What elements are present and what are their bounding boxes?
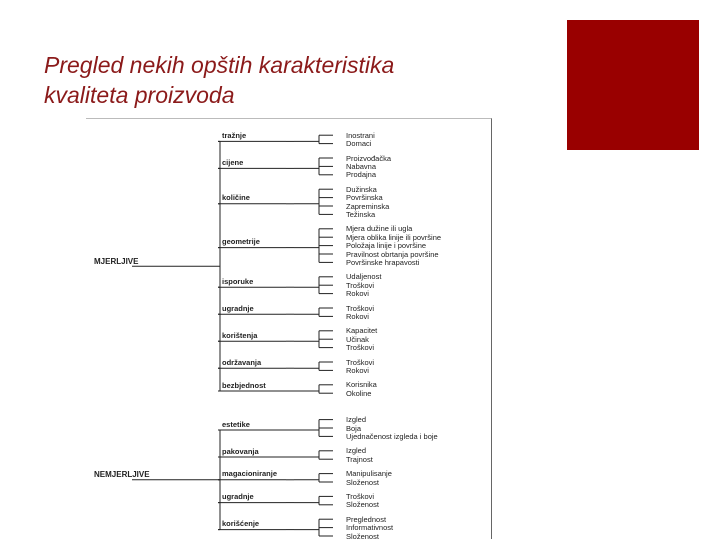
leaf-item: Položaja linije i površine (346, 241, 427, 251)
leaf-item: Boja (346, 423, 362, 433)
leaf-item: Korisnika (346, 380, 377, 390)
leaf-item: Kapacitet (346, 326, 378, 336)
root-label: MJERLJIVE (94, 256, 139, 266)
leaf-item: Mjera oblika linije ili površine (346, 232, 442, 242)
group-label: ugradnje (222, 492, 254, 502)
leaf-item: Pravilnost obrtanja površine (346, 249, 439, 259)
leaf-item: Proizvođačka (346, 153, 392, 163)
slide-title-line-1: Pregled nekih opštih karakteristika (44, 52, 395, 78)
leaf-item: Troškovi (346, 357, 375, 367)
group-label: geometrije (222, 237, 260, 247)
group-label: magacioniranje (222, 469, 278, 479)
leaf-item: Površinske hrapavosti (346, 257, 420, 267)
leaf-item: Mjera dužine ili ugla (346, 224, 413, 234)
leaf-item: Izgled (346, 415, 367, 425)
leaf-item: Trajnost (346, 454, 373, 464)
slide-title-line-2: kvaliteta proizvoda (44, 82, 235, 108)
group-label: isporuke (222, 276, 254, 286)
leaf-item: Troškovi (346, 491, 375, 501)
leaf-item: Rokovi (346, 311, 369, 321)
leaf-item: Ujednačenost izgleda i boje (346, 431, 438, 441)
characteristics-tree-diagram (86, 118, 492, 539)
leaf-item: Zapreminska (346, 201, 390, 211)
leaf-item: Troškovi (346, 343, 375, 353)
leaf-item: Domaci (346, 139, 372, 149)
leaf-item: Složenost (346, 531, 379, 541)
group-label: ugradnje (222, 303, 254, 313)
group-label: estetike (222, 419, 250, 429)
leaf-item: Troškovi (346, 303, 375, 313)
leaf-item: Udaljenost (346, 272, 382, 282)
accent-block (567, 20, 699, 150)
leaf-item: Informativnost (346, 523, 394, 533)
leaf-item: Rokovi (346, 365, 369, 375)
leaf-item: Izgled (346, 446, 367, 456)
group-label: korištenja (222, 330, 258, 340)
leaf-item: Složenost (346, 500, 379, 510)
group-label: održavanja (222, 357, 262, 367)
leaf-item: Troškovi (346, 280, 375, 290)
leaf-item: Preglednost (346, 514, 387, 524)
group-label: korišćenje (222, 519, 260, 529)
leaf-item: Manipulisanje (346, 469, 392, 479)
leaf-item: Površinska (346, 193, 383, 203)
group-label: količine (222, 193, 250, 203)
group-label: tražnje (222, 130, 247, 140)
leaf-item: Nabavna (346, 161, 377, 171)
group-label: bezbjednost (222, 380, 266, 390)
slide-title (44, 50, 524, 110)
leaf-item: Složenost (346, 477, 379, 487)
leaf-item: Inostrani (346, 130, 375, 140)
root-label: NEMJERLJIVE (94, 470, 150, 480)
leaf-item: Dužinska (346, 184, 377, 194)
leaf-item: Rokovi (346, 289, 369, 299)
leaf-item: Učinak (346, 334, 369, 344)
group-label: pakovanja (222, 446, 259, 456)
leaf-item: Prodajna (346, 170, 377, 180)
leaf-item: Okoline (346, 388, 372, 398)
leaf-item: Težinska (346, 209, 376, 219)
group-label: cijene (222, 157, 244, 167)
